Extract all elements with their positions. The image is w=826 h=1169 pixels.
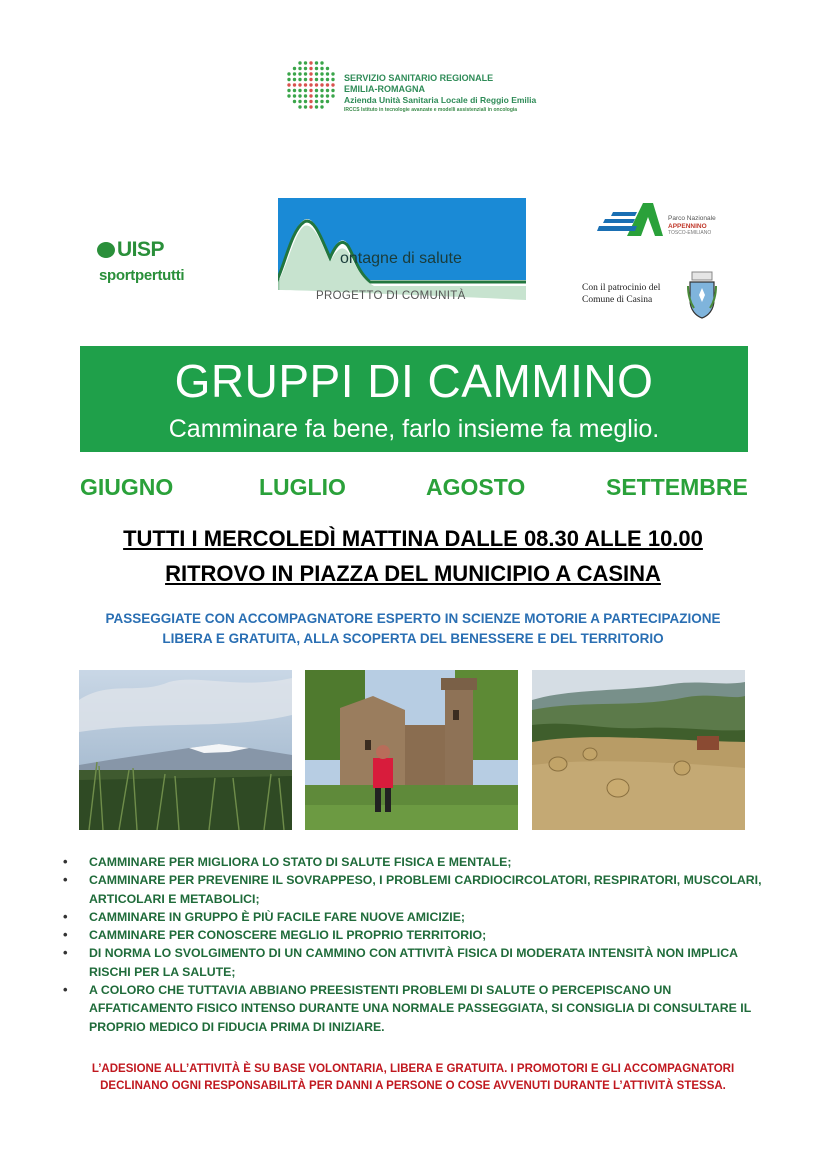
patrocinio-line-2: Comune di Casina <box>582 295 653 305</box>
ssr-dot <box>331 83 334 86</box>
ssr-dot <box>293 67 296 70</box>
ssr-dot <box>287 72 290 75</box>
ssr-dot <box>298 72 301 75</box>
ssr-dot <box>293 100 296 103</box>
patrocinio <box>582 270 732 325</box>
ssr-dot <box>298 100 301 103</box>
ssr-dot <box>309 100 312 103</box>
ssr-dot <box>315 94 318 97</box>
ssr-dot <box>315 72 318 75</box>
ssr-dot <box>309 83 312 86</box>
parco-text <box>668 215 716 238</box>
disclaimer-line-2: DECLINANO OGNI RESPONSABILITÀ PER DANNI A PERSONE O COSE AVVENUTI DURANTE L’ATTIVITÀ STESSA. <box>100 1080 726 1092</box>
ssr-dot <box>320 61 323 64</box>
ssr-dot <box>298 89 301 92</box>
month-september: SETTEMBRE <box>606 474 748 500</box>
ssr-dot <box>320 89 323 92</box>
ssr-dot <box>309 72 312 75</box>
ssr-dot <box>309 94 312 97</box>
patrocinio-line-1: Con il patrocinio del <box>582 283 661 293</box>
patrocinio-text <box>582 282 660 306</box>
ssr-dot <box>320 94 323 97</box>
ssr-dot <box>320 105 323 108</box>
schedule-line-1: TUTTI I MERCOLEDÌ MATTINA DALLE 08.30 ALLE 10.00 <box>123 526 703 551</box>
ssr-dot <box>304 94 307 97</box>
ssr-dot <box>326 83 329 86</box>
ssr-dot <box>320 67 323 70</box>
parco-line-2: APPENNINO <box>668 222 707 230</box>
ssr-dot <box>320 72 323 75</box>
ssr-dot <box>315 61 318 64</box>
ssr-dot <box>298 105 301 108</box>
casina-crest-icon <box>684 270 720 320</box>
ssr-dot <box>293 89 296 92</box>
photo-hay-bales-field <box>532 670 745 830</box>
ssr-dot <box>326 78 329 81</box>
ssr-dot <box>304 67 307 70</box>
ssr-line-3: Azienda Unità Sanitaria Locale di Reggio Emilia <box>344 95 537 105</box>
uisp-logo <box>97 238 197 292</box>
ssr-dot <box>331 94 334 97</box>
ssr-logo <box>286 60 546 126</box>
ssr-dot <box>326 72 329 75</box>
ssr-dot <box>293 72 296 75</box>
parco-line-3: TOSCO-EMILIANO <box>668 230 712 236</box>
ssr-dot <box>326 67 329 70</box>
ssr-dot <box>315 83 318 86</box>
month-july: LUGLIO <box>259 474 346 500</box>
list-item: • CAMMINARE PER PREVENIRE IL SOVRAPPESO, I PROBLEMI CARDIOCIRCOLATORI, RESPIRATORI, MUSCOLARI, ARTICOLARI E METABOLICI; <box>62 871 772 908</box>
photo-mountain-landscape <box>79 670 292 830</box>
ssr-dot <box>320 78 323 81</box>
list-item: • DI NORMA LO SVOLGIMENTO DI UN CAMMINO CON ATTIVITÀ FISICA DI MODERATA INTENSITÀ NON IMPLICA RISCHI PER LA SALUTE; <box>62 944 772 981</box>
ssr-text <box>344 73 554 114</box>
ssr-dot <box>331 72 334 75</box>
schedule-line-2: RITROVO IN PIAZZA DEL MUNICIPIO A CASINA <box>165 561 661 586</box>
ssr-dot <box>320 83 323 86</box>
ssr-dots-icon <box>286 60 336 110</box>
ssr-dot <box>331 89 334 92</box>
parco-nazionale-logo <box>597 200 727 242</box>
ssr-line-1: SERVIZIO SANITARIO REGIONALE <box>344 73 494 83</box>
month-june: GIUGNO <box>80 474 174 500</box>
ssr-dot <box>298 61 301 64</box>
ssr-dot <box>315 105 318 108</box>
montagne-di-salute-logo <box>278 198 526 323</box>
ssr-dot <box>309 89 312 92</box>
benefits-list <box>62 853 772 1036</box>
parco-mark-icon <box>597 200 665 238</box>
ssr-dot <box>304 83 307 86</box>
ssr-dot <box>287 83 290 86</box>
ssr-dot <box>304 78 307 81</box>
ssr-dot <box>315 100 318 103</box>
title-banner <box>80 346 748 452</box>
ssr-dot <box>287 94 290 97</box>
ssr-dot <box>298 83 301 86</box>
ssr-dot <box>326 94 329 97</box>
intro-line-1: PASSEGGIATE CON ACCOMPAGNATORE ESPERTO IN SCIENZE MOTORIE A PARTECIPAZIONE <box>105 611 721 626</box>
uisp-runner-icon <box>97 242 115 258</box>
list-item: • CAMMINARE IN GRUPPO È PIÙ FACILE FARE NUOVE AMICIZIE; <box>62 908 772 926</box>
ssr-dot <box>293 83 296 86</box>
ssr-dot <box>315 78 318 81</box>
ssr-dot <box>315 89 318 92</box>
montagne-subtitle: PROGETTO DI COMUNITÀ <box>316 290 466 302</box>
disclaimer-line-1: L’ADESIONE ALL’ATTIVITÀ È SU BASE VOLONTARIA, LIBERA E GRATUITA. I PROMOTORI E GLI ACCOMPAGNATORI <box>91 1063 735 1075</box>
ssr-dot <box>320 100 323 103</box>
ssr-dot <box>309 78 312 81</box>
banner-title: GRUPPI DI CAMMINO <box>174 355 654 407</box>
ssr-dot <box>293 94 296 97</box>
ssr-dot <box>331 78 334 81</box>
ssr-dot <box>315 67 318 70</box>
ssr-dot <box>298 94 301 97</box>
uisp-sub: sportpertutti <box>99 267 185 284</box>
ssr-dot <box>304 105 307 108</box>
ssr-dot <box>298 67 301 70</box>
ssr-dot <box>326 100 329 103</box>
ssr-dot <box>298 78 301 81</box>
month-august: AGOSTO <box>426 474 526 500</box>
ssr-dot <box>304 61 307 64</box>
list-item: • A COLORO CHE TUTTAVIA ABBIANO PREESISTENTI PROBLEMI DI SALUTE O PERCEPISCANO UN AFFATICAMENTO FISICO INTENSO DURANTE UNA NORMALE PASSEGGIATA, SI CONSIGLIA DI CONSULTARE IL PROPRIO MEDICO DI FIDUCIA PRIMA DI INIZIARE. <box>62 981 772 1036</box>
photo-castle-walker <box>305 670 518 830</box>
ssr-dot <box>309 61 312 64</box>
ssr-dot <box>309 67 312 70</box>
list-item: • CAMMINARE PER CONOSCERE MEGLIO IL PROPRIO TERRITORIO; <box>62 926 772 944</box>
intro-line-2: LIBERA E GRATUITA, ALLA SCOPERTA DEL BENESSERE E DEL TERRITORIO <box>162 631 664 646</box>
ssr-line-4: IRCCS Istituto in tecnologie avanzate e modelli assistenziali in oncologia <box>344 107 518 113</box>
uisp-mark <box>97 238 164 262</box>
ssr-dot <box>287 89 290 92</box>
ssr-dot <box>326 89 329 92</box>
ssr-dot <box>287 78 290 81</box>
montagne-title: ontagne di salute <box>340 250 462 267</box>
ssr-line-2: EMILIA-ROMAGNA <box>344 84 425 94</box>
ssr-dot <box>293 78 296 81</box>
parco-line-1: Parco Nazionale <box>668 215 716 222</box>
ssr-dot <box>304 72 307 75</box>
ssr-dot <box>304 89 307 92</box>
banner-subtitle: Camminare fa bene, farlo insieme fa meglio. <box>168 415 660 443</box>
list-item: • CAMMINARE PER MIGLIORA LO STATO DI SALUTE FISICA E MENTALE; <box>62 853 772 871</box>
ssr-dot <box>304 100 307 103</box>
uisp-text: UISP <box>117 238 165 261</box>
ssr-dot <box>309 105 312 108</box>
